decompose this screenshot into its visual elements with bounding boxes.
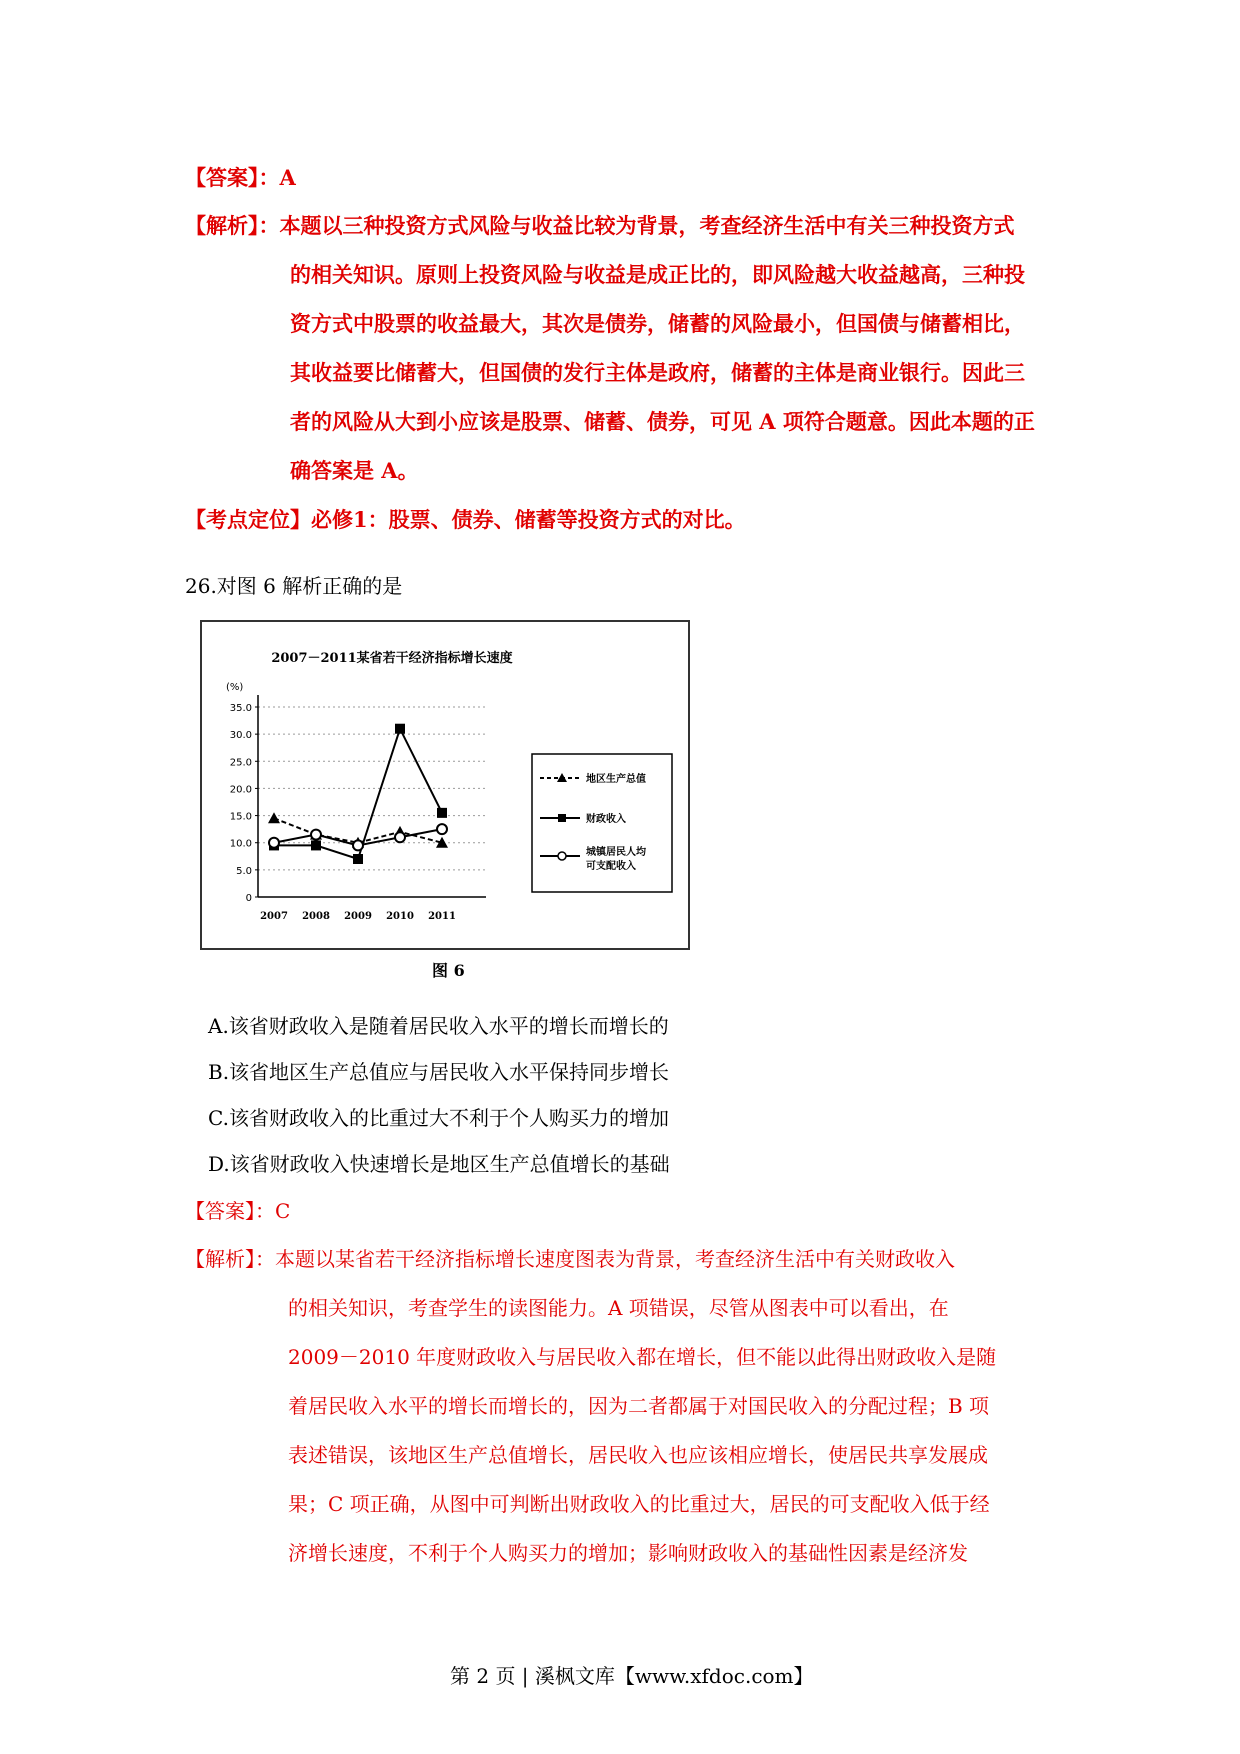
figure-caption: 图 6 — [432, 961, 465, 980]
y-tick-label: 25.0 — [229, 757, 252, 769]
analysis-line-2: 的相关知识。原则上投资风险与收益是成正比的，即风险越大收益越高，三种投 — [290, 262, 1025, 287]
analysis-line-1 — [185, 210, 1015, 240]
data-point-circle — [395, 832, 405, 842]
legend-label: 财政收入 — [586, 814, 626, 825]
figure-6-chart — [200, 620, 690, 950]
legend-label: 城镇居民人均 — [586, 847, 646, 858]
question-stem: 26.对图 6 解析正确的是 — [185, 574, 403, 598]
legend-label: 可支配收入 — [586, 861, 636, 872]
answer-line-2 — [185, 1195, 290, 1224]
chart-axes — [230, 695, 486, 922]
analysis-line-3: 资方式中股票的收益最大，其次是债券，储蓄的风险最小，但国债与储蓄相比， — [290, 311, 1025, 336]
option-b: B.该省地区生产总值应与居民收入水平保持同步增长 — [208, 1060, 670, 1084]
answer-label-2: 【答案】 — [185, 1199, 255, 1223]
analysis2-text: ：本题以某省若干经济指标增长速度图表为背景，考查经济生活中有关财政收入 — [255, 1247, 955, 1271]
option-c: C.该省财政收入的比重过大不利于个人购买力的增加 — [208, 1106, 669, 1130]
analysis2-line-3: 2009－2010 年度财政收入与居民收入都在增长，但不能以此得出财政收入是随 — [288, 1345, 997, 1369]
data-point-square — [395, 724, 405, 734]
y-tick-label: 5.0 — [236, 865, 252, 877]
x-tick-label: 2011 — [428, 911, 456, 922]
analysis2-line-7: 济增长速度，不利于个人购买力的增加；影响财政收入的基础性因素是经济发 — [288, 1541, 968, 1565]
analysis-label-2: 【解析】 — [185, 1247, 255, 1271]
data-point-circle — [269, 838, 279, 848]
analysis-text: ：本题以三种投资方式风险与收益比较为背景，考查经济生活中有关三种投资方式 — [258, 213, 1015, 238]
y-tick-label: 10.0 — [229, 838, 252, 850]
answer-label: 【答案】 — [185, 165, 259, 190]
answer-value-2: ：C — [255, 1199, 291, 1223]
analysis2-line-2: 的相关知识，考查学生的读图能力。A 项错误，尽管从图表中可以看出，在 — [288, 1296, 949, 1320]
analysis2-line-6: 果；C 项正确，从图中可判断出财政收入的比重过大，居民的可支配收入低于经 — [288, 1492, 990, 1516]
answer-value: ：A — [258, 165, 296, 190]
data-point-triangle — [268, 812, 280, 823]
y-axis-unit: (%) — [226, 682, 244, 693]
analysis-line-5: 者的风险从大到小应该是股票、储蓄、债券，可见 A 项符合题意。因此本题的正 — [290, 409, 1035, 434]
y-tick-label: 30.0 — [229, 730, 252, 742]
y-tick-label: 35.0 — [229, 703, 252, 714]
x-tick-label: 2009 — [344, 911, 372, 922]
analysis-line-4: 其收益要比储蓄大，但国债的发行主体是政府，储蓄的主体是商业银行。因此三 — [290, 360, 1025, 385]
analysis2-line-1 — [185, 1243, 955, 1272]
y-tick-label: 15.0 — [229, 811, 252, 823]
analysis-label: 【解析】 — [185, 213, 259, 238]
option-a: A.该省财政收入是随着居民收入水平的增长而增长的 — [208, 1014, 669, 1038]
legend-marker-circle — [558, 852, 566, 860]
data-point-square — [437, 808, 447, 818]
chart-svg — [202, 622, 688, 948]
y-tick-label: 0 — [245, 893, 252, 904]
option-d: D.该省财政收入快速增长是地区生产总值增长的基础 — [208, 1152, 670, 1176]
kaodian-line: 【考点定位】必修1：股票、债券、储蓄等投资方式的对比。 — [185, 507, 746, 532]
data-point-square — [311, 840, 321, 850]
x-tick-label: 2010 — [386, 911, 414, 922]
page-footer: 第 2 页 | 溪枫文库【www.xfdoc.com】 — [450, 1664, 814, 1688]
data-point-circle — [353, 840, 363, 850]
x-tick-label: 2008 — [302, 911, 330, 922]
chart-title: 2007－2011某省若干经济指标增长速度 — [271, 651, 513, 666]
analysis2-line-4: 着居民收入水平的增长而增长的，因为二者都属于对国民收入的分配过程；B 项 — [288, 1394, 990, 1418]
answer-line-1 — [185, 162, 296, 192]
legend-label: 地区生产总值 — [586, 774, 646, 785]
analysis-line-6: 确答案是 A。 — [290, 458, 419, 483]
legend-marker-square — [558, 814, 566, 822]
data-point-square — [353, 854, 363, 864]
data-point-circle — [311, 830, 321, 840]
chart-legend — [532, 754, 672, 892]
analysis2-line-5: 表述错误，该地区生产总值增长，居民收入也应该相应增长，使居民共享发展成 — [288, 1443, 988, 1467]
data-point-circle — [437, 824, 447, 834]
y-tick-label: 20.0 — [229, 784, 252, 796]
x-tick-label: 2007 — [260, 911, 288, 922]
